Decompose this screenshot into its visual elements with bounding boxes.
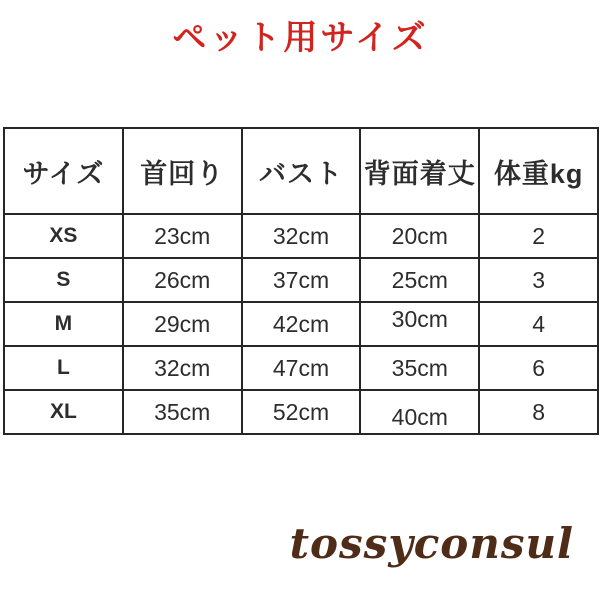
column-header-bust: バスト: [242, 128, 361, 214]
column-header-size: サイズ: [4, 128, 123, 214]
size-label-cell: M: [4, 302, 123, 346]
bust-cell: 32cm: [242, 214, 361, 258]
neck-cell: 32cm: [123, 346, 242, 390]
back-length-cell: 25cm: [360, 258, 479, 302]
table-row-s: [4, 258, 598, 302]
neck-cell: 35cm: [123, 390, 242, 434]
column-header-back-length: 背面着丈: [360, 128, 479, 214]
bust-cell: 47cm: [242, 346, 361, 390]
size-table-body: [4, 214, 598, 434]
back-length-cell: [360, 302, 479, 346]
weight-cell: 3: [479, 258, 598, 302]
neck-cell: 29cm: [123, 302, 242, 346]
column-header-neck: 首回り: [123, 128, 242, 214]
weight-cell: 4: [479, 302, 598, 346]
bust-cell: 52cm: [242, 390, 361, 434]
table-row-xs: [4, 214, 598, 258]
page-title: ペット用サイズ: [172, 19, 429, 57]
header-row: [4, 128, 598, 214]
size-table: [3, 127, 599, 435]
weight-cell: 6: [479, 346, 598, 390]
size-label-cell: S: [4, 258, 123, 302]
table-row-m: [4, 302, 598, 346]
back-length-cell: 20cm: [360, 214, 479, 258]
column-header-weight: 体重kg: [479, 128, 598, 214]
size-table-header: [4, 128, 598, 214]
weight-cell: 8: [479, 390, 598, 434]
table-row-l: [4, 346, 598, 390]
neck-cell: 26cm: [123, 258, 242, 302]
back-length-value: 40cm: [391, 403, 448, 430]
table-row-xl: [4, 390, 598, 434]
size-label-cell: XL: [4, 390, 123, 434]
back-length-cell: 35cm: [360, 346, 479, 390]
bust-cell: 42cm: [242, 302, 361, 346]
size-label-cell: XS: [4, 214, 123, 258]
size-label-cell: L: [4, 346, 123, 390]
back-length-value: 30cm: [391, 305, 448, 332]
brand-logo: tossyconsul: [289, 519, 574, 568]
neck-cell: 23cm: [123, 214, 242, 258]
back-length-cell: [360, 390, 479, 434]
bust-cell: 37cm: [242, 258, 361, 302]
weight-cell: 2: [479, 214, 598, 258]
